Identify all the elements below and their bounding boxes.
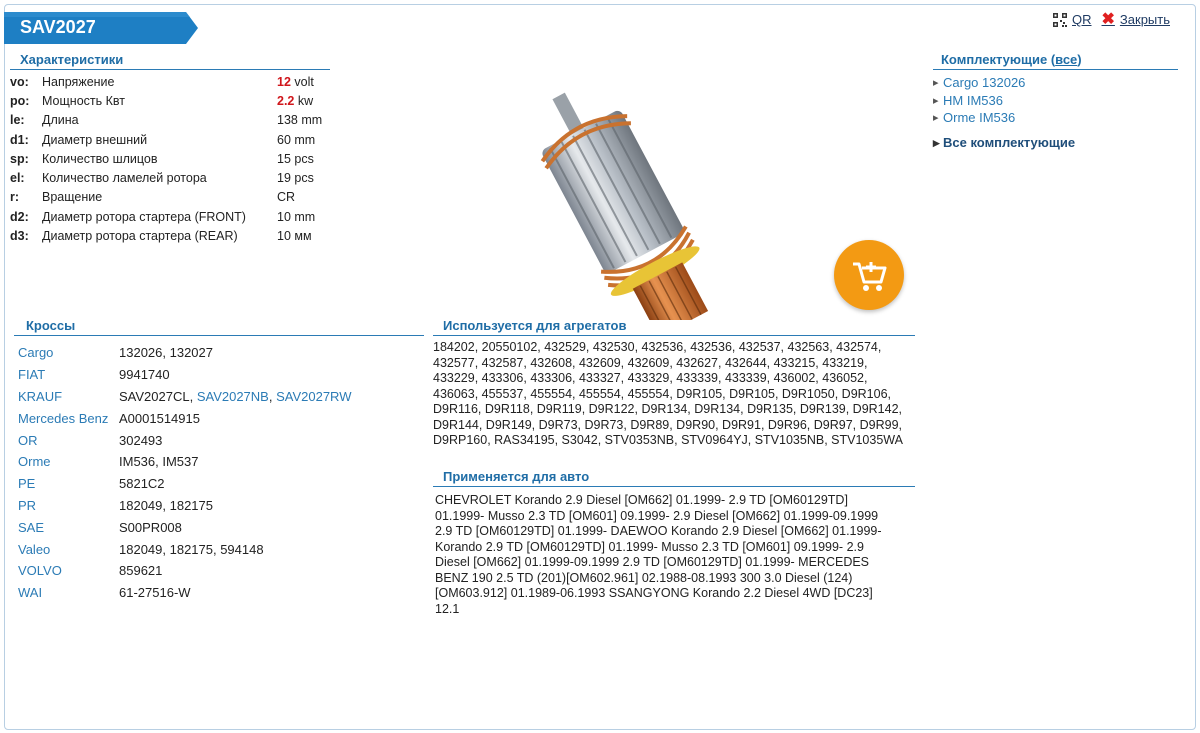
components-heading bbox=[933, 52, 1178, 70]
auto-heading: Применяется для авто bbox=[433, 469, 915, 487]
spec-name: Напряжение bbox=[42, 74, 115, 89]
component-item bbox=[933, 110, 1178, 128]
spec-key: r: bbox=[10, 190, 20, 205]
spec-row bbox=[10, 188, 330, 207]
component-link[interactable]: Orme IM536 bbox=[943, 110, 1016, 125]
spec-value: 10 mm bbox=[277, 209, 316, 224]
spec-name: Диаметр ротора стартера (REAR) bbox=[42, 229, 238, 244]
component-item bbox=[933, 75, 1178, 93]
armature-illustration bbox=[530, 60, 830, 320]
spec-key: vo: bbox=[10, 74, 29, 89]
cross-code-link[interactable]: SAV2027NB bbox=[196, 388, 269, 404]
cross-row bbox=[14, 582, 424, 604]
spec-name: Диаметр ротора стартера (FRONT) bbox=[42, 209, 246, 224]
cross-codes: SAV2027CL, SAV2027NB, SAV2027RW bbox=[119, 388, 352, 404]
spec-value-wrap bbox=[277, 75, 314, 89]
spec-name: Мощность Квт bbox=[42, 93, 125, 108]
cross-brand[interactable]: OR bbox=[18, 432, 38, 448]
close-icon: ✖ bbox=[1101, 10, 1115, 28]
cross-row bbox=[14, 560, 424, 582]
spec-value-wrap bbox=[277, 94, 313, 108]
cross-codes: 132026, 132027 bbox=[119, 345, 213, 361]
cross-list bbox=[14, 342, 424, 604]
close-link[interactable] bbox=[1102, 12, 1170, 27]
used-text: 184202, 20550102, 432529, 432530, 432536, 432536, 432537, 432563, 432574, 432577, 432587, 432608, 432609, 432609, 432627, 432644, 433215, 433219, 433229, 433306, 433306, 433327, 433329, 433339, 433339, 436002, 436052, 436063, 455537, 455554, 455554, 455554, D9R105, D9R105, D9R1050, D9R106, D9R116, D9R118, D9R119, D9R122, D9R134, D9R134, D9R135, D9R139, D9R142, D9R144, D9R149, D9R73, D9R73, D9R89, D9R90, D9R91, D9R96, D9R97, D9R99, D9RP160, RAS34195, S3042, STV0353NB, STV0964YJ, STV1035NB, STV1035WA bbox=[433, 340, 903, 447]
cross-codes: 9941740 bbox=[119, 367, 170, 383]
cross-brand[interactable]: VOLVO bbox=[18, 563, 62, 579]
qr-link[interactable] bbox=[1053, 12, 1092, 27]
components-heading-suffix: ) bbox=[1077, 52, 1082, 67]
all-components bbox=[933, 135, 1178, 150]
cross-row bbox=[14, 473, 424, 495]
cross-heading: Кроссы bbox=[14, 318, 424, 336]
cross-brand[interactable]: FIAT bbox=[18, 367, 46, 383]
cross-row bbox=[14, 407, 424, 429]
specs-heading: Характеристики bbox=[10, 52, 330, 70]
components-section bbox=[933, 52, 1178, 150]
cross-row bbox=[14, 342, 424, 364]
spec-row bbox=[10, 149, 330, 168]
spec-row bbox=[10, 111, 330, 130]
specs-list bbox=[10, 72, 330, 246]
product-image bbox=[530, 60, 830, 320]
cross-row bbox=[14, 451, 424, 473]
spec-name: Длина bbox=[42, 113, 79, 128]
cross-brand[interactable]: Orme bbox=[18, 454, 51, 470]
specs-section bbox=[10, 52, 330, 246]
qr-label: QR bbox=[1072, 12, 1092, 27]
top-links bbox=[1053, 12, 1170, 27]
component-link[interactable]: HM IM536 bbox=[943, 92, 1003, 108]
spec-value: 2.2 bbox=[277, 93, 295, 108]
spec-value: 15 pcs bbox=[277, 151, 314, 166]
cross-codes: 182049, 182175, 594148 bbox=[119, 541, 264, 557]
cross-brand[interactable]: PR bbox=[18, 497, 37, 513]
cross-row bbox=[14, 538, 424, 560]
cross-brand[interactable]: PE bbox=[18, 476, 36, 492]
cross-codes: A0001514915 bbox=[119, 410, 200, 426]
spec-key: d1: bbox=[10, 132, 29, 147]
spec-unit: volt bbox=[290, 74, 314, 89]
spec-value: 60 mm bbox=[277, 132, 316, 147]
spec-value: CR bbox=[277, 190, 296, 205]
cross-codes: 182049, 182175 bbox=[119, 497, 213, 513]
cross-row bbox=[14, 516, 424, 538]
all-components-link[interactable]: Все комплектующие bbox=[943, 134, 1076, 150]
spec-name: Количество ламелей ротора bbox=[42, 171, 207, 186]
cross-brand[interactable]: Cargo bbox=[18, 345, 54, 361]
cross-codes: 5821C2 bbox=[119, 476, 165, 492]
spec-name: Количество шлицов bbox=[42, 151, 158, 166]
cross-row bbox=[14, 495, 424, 517]
component-item bbox=[933, 93, 1178, 111]
cross-brand[interactable]: KRAUF bbox=[18, 388, 63, 404]
close-label: Закрыть bbox=[1119, 12, 1170, 27]
spec-key: sp: bbox=[10, 151, 29, 166]
cross-codes: 302493 bbox=[119, 432, 163, 448]
cross-codes: IM536, IM537 bbox=[119, 454, 199, 470]
spec-unit: kw bbox=[294, 93, 314, 108]
spec-value-wrap bbox=[277, 113, 322, 127]
cross-brand[interactable]: Mercedes Benz bbox=[18, 410, 109, 426]
title-tab bbox=[4, 12, 198, 44]
spec-value-wrap bbox=[277, 210, 315, 224]
spec-key: le: bbox=[10, 113, 25, 128]
cross-codes: 859621 bbox=[119, 563, 163, 579]
spec-value: 19 pcs bbox=[277, 171, 314, 186]
qr-icon bbox=[1053, 13, 1067, 27]
spec-value: 138 mm bbox=[277, 113, 323, 128]
cross-row bbox=[14, 364, 424, 386]
spec-row bbox=[10, 91, 330, 110]
spec-value-wrap bbox=[277, 152, 314, 166]
spec-value: 10 мм bbox=[277, 229, 312, 244]
spec-value-wrap bbox=[277, 171, 314, 185]
cart-icon bbox=[851, 258, 887, 292]
cross-codes: S00PR008 bbox=[119, 519, 182, 535]
used-heading: Используется для агрегатов bbox=[433, 318, 915, 336]
spec-row bbox=[10, 226, 330, 245]
spec-row bbox=[10, 168, 330, 187]
components-all-link[interactable]: все bbox=[1055, 52, 1078, 67]
used-section bbox=[433, 318, 915, 449]
spec-key: el: bbox=[10, 171, 25, 186]
spec-key: po: bbox=[10, 93, 30, 108]
cross-row bbox=[14, 429, 424, 451]
spec-key: d3: bbox=[10, 229, 29, 244]
spec-value-wrap bbox=[277, 190, 295, 204]
spec-row bbox=[10, 207, 330, 226]
spec-name: Диаметр внешний bbox=[42, 132, 148, 147]
spec-value: 12 bbox=[277, 74, 291, 89]
auto-text: CHEVROLET Korando 2.9 Diesel [OM662] 01.1999- 2.9 TD [OM60129TD] 01.1999- Musso 2.3 TD [OM601] 09.1999- 2.9 Diesel [OM662] 01.1999-09.1999 2.9 TD [OM60129TD] 01.1999- DAEWOO Korando 2.9 Diesel [OM662] 01.1999- Korando 2.9 TD [OM60129TD] 01.1999- Musso 2.3 TD [OM601] 09.1999- 2.9 Diesel [OM662] 01.1999-09.1999 2.9 TD [OM60129TD] 01.1999- MERCEDES BENZ 190 2.5 TD (201)[OM602.961] 02.1988-08.1993 300 3.0 Diesel (124)[OM603.912] 01.1989-06.1993 SSANGYONG Korando 2.2 Diesel 4WD [DC23] 12.1 bbox=[435, 493, 882, 616]
add-to-cart-button[interactable] bbox=[834, 240, 904, 310]
cross-brand[interactable]: WAI bbox=[18, 585, 43, 601]
spec-row bbox=[10, 130, 330, 149]
spec-name: Вращение bbox=[42, 190, 103, 205]
cross-codes: 61-27516-W bbox=[119, 585, 191, 601]
cross-brand[interactable]: SAE bbox=[18, 519, 45, 535]
spec-value-wrap bbox=[277, 133, 315, 147]
components-list bbox=[933, 75, 1178, 128]
cross-row bbox=[14, 386, 424, 408]
cross-brand[interactable]: Valeo bbox=[18, 541, 51, 557]
cross-section bbox=[14, 318, 424, 604]
auto-section bbox=[433, 469, 915, 617]
spec-value-wrap bbox=[277, 229, 312, 243]
spec-key: d2: bbox=[10, 209, 29, 224]
cross-code-text: SAV2027CL, bbox=[119, 388, 197, 404]
components-heading-prefix: Комплектующие ( bbox=[941, 52, 1056, 67]
page-title: SAV2027 bbox=[20, 17, 96, 37]
component-link[interactable]: Cargo 132026 bbox=[943, 75, 1026, 90]
spec-row bbox=[10, 72, 330, 91]
cross-code-link[interactable]: SAV2027RW bbox=[276, 388, 352, 404]
